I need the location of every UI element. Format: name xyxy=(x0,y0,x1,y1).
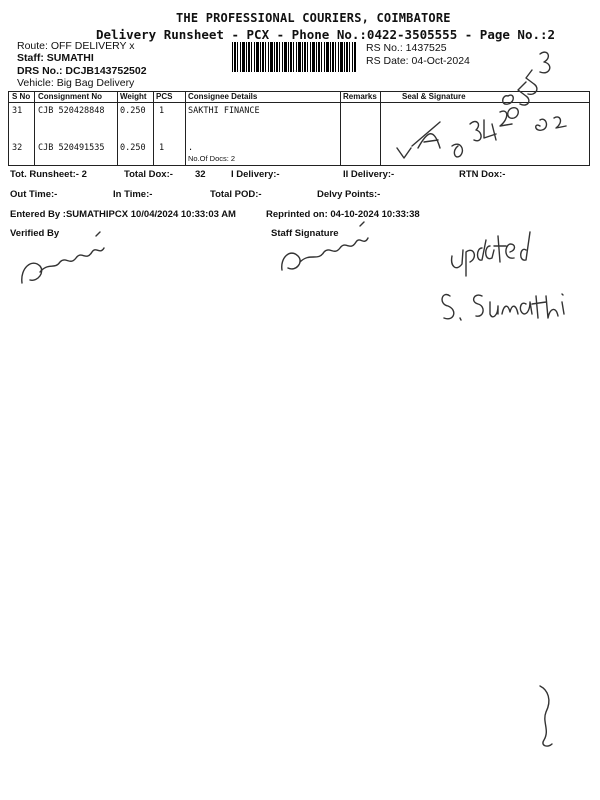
runsheet-title: Delivery Runsheet - PCX - Phone No.:0422-3505555 - Page No.:2 xyxy=(96,27,556,42)
corner-mark xyxy=(540,686,552,746)
staff-label: Staff: SUMATHI xyxy=(17,52,94,64)
phone-note xyxy=(418,52,566,157)
rtn-dox: RTN Dox:- xyxy=(459,169,506,180)
i-delivery: I Delivery:- xyxy=(231,169,280,180)
total-pod: Total POD:- xyxy=(210,189,262,200)
company-title: THE PROFESSIONAL COURIERS, COIMBATORE xyxy=(176,11,451,25)
row2-pcs: 1 xyxy=(159,143,165,153)
updated-note xyxy=(452,232,530,276)
route-label: Route: OFF DELIVERY x xyxy=(17,40,135,52)
header-weight: Weight xyxy=(120,92,147,101)
in-time: In Time:- xyxy=(113,189,153,200)
rs-date: RS Date: 04-Oct-2024 xyxy=(366,55,470,67)
row2-consignment: CJB 520491535 xyxy=(38,143,105,153)
delvy-points: Delvy Points:- xyxy=(317,189,381,200)
header-consignee: Consignee Details xyxy=(188,92,258,101)
row1-pcs: 1 xyxy=(159,106,165,116)
tot-runsheet: Tot. Runsheet:- 2 xyxy=(10,169,87,180)
row1-weight: 0.250 xyxy=(120,106,146,116)
drs-number: DRS No.: DCJB143752502 xyxy=(17,65,147,77)
row1-sno: 31 xyxy=(12,106,23,116)
out-time: Out Time:- xyxy=(10,189,58,200)
row2-no-of-docs: No.Of Docs: 2 xyxy=(188,154,236,163)
verified-signature xyxy=(22,232,104,283)
row2-consignee: . xyxy=(188,143,194,153)
header-remarks: Remarks xyxy=(343,92,377,101)
total-dox-label: Total Dox:- xyxy=(124,169,173,180)
header-sno: S No xyxy=(12,92,31,101)
ii-delivery: II Delivery:- xyxy=(343,169,395,180)
row1-consignment: CJB 520428848 xyxy=(38,106,105,116)
row2-sno: 32 xyxy=(12,143,23,153)
staff-signature-label: Staff Signature xyxy=(271,228,339,239)
row1-consignee: SAKTHI FINANCE xyxy=(188,106,260,116)
total-dox-value: 32 xyxy=(195,169,206,180)
header-pcs: PCS xyxy=(156,92,173,101)
name-note xyxy=(442,294,564,320)
reprinted-on: Reprinted on: 04-10-2024 10:33:38 xyxy=(266,209,420,220)
staff-signature xyxy=(282,222,368,270)
verified-by-label: Verified By xyxy=(10,228,60,239)
entered-by: Entered By :SUMATHIPCX 10/04/2024 10:33:03 AM xyxy=(10,209,236,220)
header-seal-signature: Seal & Signature xyxy=(402,92,466,101)
header-consignment: Consignment No xyxy=(38,92,102,101)
rs-number: RS No.: 1437525 xyxy=(366,42,447,54)
vehicle-label: Vehicle: Big Bag Delivery xyxy=(17,77,135,89)
row2-weight: 0.250 xyxy=(120,143,146,153)
